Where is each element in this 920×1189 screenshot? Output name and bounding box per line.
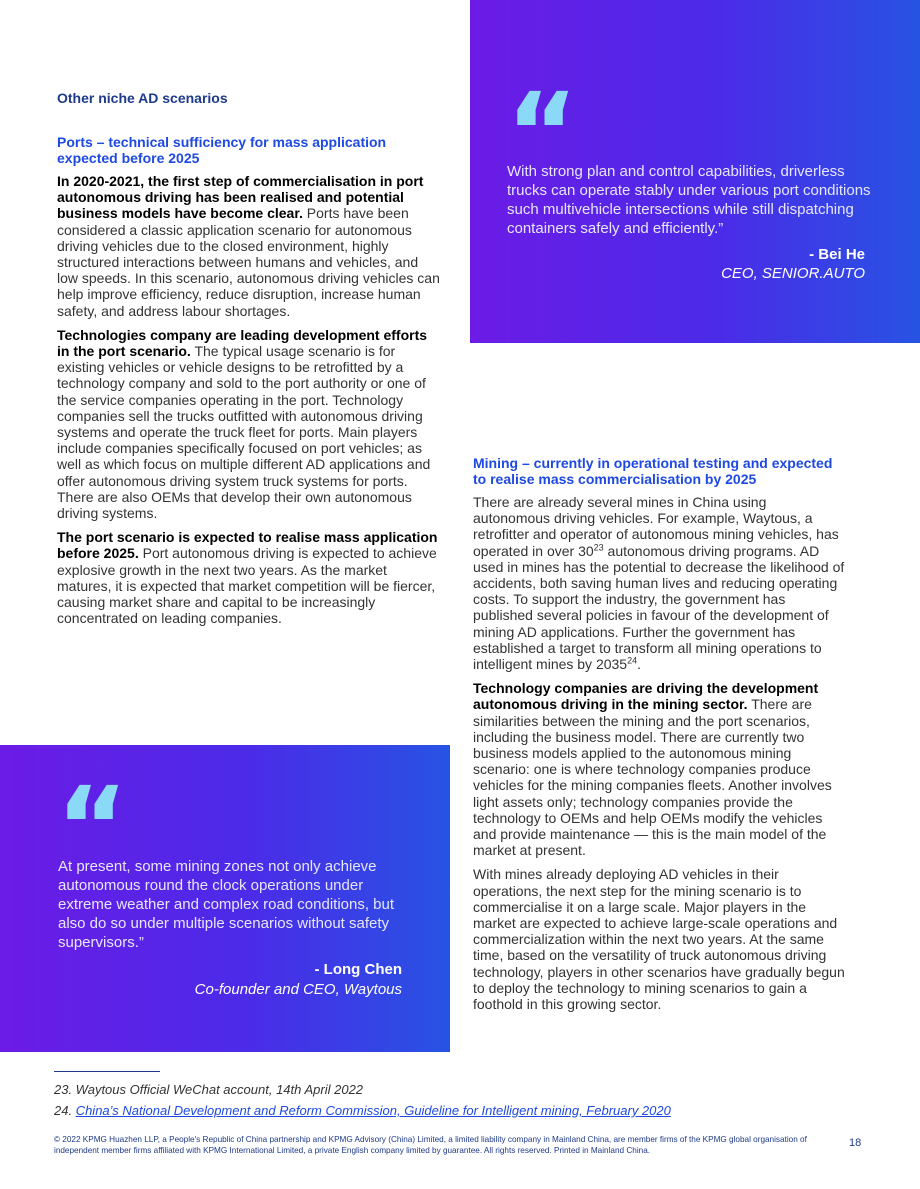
ports-paragraph-3 (57, 529, 441, 626)
mining-p1-a: There are already several mines in China using autonomous driving vehicles. For example, Waytous, a retrofitter and operator of autonomous mining vehicles, has operated in over 30 (473, 494, 839, 559)
footnote-ref-23: 23 (593, 541, 604, 552)
footnote-24-prefix: 24. (54, 1103, 76, 1118)
legal-notice: © 2022 KPMG Huazhen LLP, a People's Republic of China partnership and KPMG Advisory (China) Limited, a limited liability company in Mainland China, are member firms of the KPMG global organisation of independent member firms affiliated with KPMG International Limited, a private English company limited by guarantee. All rights reserved. Printed in Mainland China. (54, 1135, 807, 1155)
quote-mark-icon: “ (56, 763, 129, 891)
quote-bottom-author: - Long Chen (314, 961, 402, 978)
footnote-ref-24: 24 (627, 655, 638, 666)
footnote-divider (54, 1071, 160, 1072)
mining-subheading: Mining – currently in operational testing and expected to realise mass commercialisation by 2025 (473, 455, 833, 487)
ports-paragraph-1 (57, 173, 441, 319)
quote-top-text: With strong plan and control capabilities, driverless trucks can operate stably under various port conditions such multivehicle intersections while still dispatching containers safely and efficiently.” (507, 163, 871, 237)
ports-p1-text: Ports have been considered a classic application scenario for autonomous driving vehicles due to the closed environment, highly structured interactions between humans and vehicles, and low speeds. In this scenario, autonomous driving vehicles can help improve efficiency, reduce disruption, increase human safety, and address labour shortages. (57, 205, 440, 319)
mining-paragraph-3: With mines already deploying AD vehicles in their operations, the next step for the mining scenario is to commercialise it on a large scale. Major players in the market are expected to achieve large-scale operations and commercialization within the next two years. At the same time, based on the versatility of truck autonomous driving technology, players in other scenarios have gradually begun to deploy the technology to mining scenarios to gain a foothold in this growing sector. (473, 866, 845, 1013)
quote-top-author: - Bei He (809, 246, 865, 263)
mining-p1-b: autonomous driving programs. AD used in mines has the potential to decrease the likelihood of accidents, both saving human lives and reducing operating costs. To support the industry, the government has published several policies in favour of the development of mining AD applications. Further the government has established a target to transform all mining operations to intelligent mines by 2035 (473, 542, 845, 673)
mining-p2-text: There are similarities between the mining and the port scenarios, including the business model. There are currently two business models applied to the autonomous mining scenario: one is where technology companies produce vehicles for the mining companies fleets. Another involves light assets only; technology companies provide the technology to OEMs and help OEMs modify the vehicles and provide maintenance — this is the main model of the market at present. (473, 696, 832, 859)
quote-box-top (470, 0, 920, 343)
ports-p3-bold: The port scenario is expected to realise mass application before 2025. (57, 529, 438, 562)
ports-paragraph-2 (57, 327, 441, 521)
ports-p1-bold: In 2020-2021, the first step of commercialisation in port autonomous driving has been realised and potential business models have become clear. (57, 173, 424, 222)
page-number: 18 (849, 1137, 862, 1149)
quote-bottom-text: At present, some mining zones not only achieve autonomous round the clock operations under extreme weather and complex road conditions, but also do so under multiple scenarios without safety supervisors.” (58, 858, 395, 951)
mining-p1-c: . (637, 656, 642, 673)
quote-mark-icon: “ (506, 69, 579, 197)
mining-p2-bold: Technology companies are driving the development autonomous driving in the mining sector. (473, 680, 819, 713)
footnote-23: 23. Waytous Official WeChat account, 14th April 2022 (54, 1082, 364, 1097)
ports-subheading: Ports – technical sufficiency for mass application expected before 2025 (57, 134, 387, 166)
quote-top-role: CEO, SENIOR.AUTO (721, 265, 865, 282)
section-heading: Other niche AD scenarios (57, 90, 228, 106)
mining-section (473, 455, 845, 1020)
quote-box-bottom (0, 745, 450, 1052)
footnote-24-link[interactable]: China’s National Development and Reform Commission, Guideline for Intelligent mining, February 2020 (75, 1103, 671, 1118)
ports-p2-text: The typical usage scenario is for existing vehicles or vehicle designs to be retrofitted by a technology company and sold to the port authority or one of the service companies operating in the port. Technology companies sell the trucks outfitted with autonomous driving systems and operate the truck fleet for ports. Main players include companies specifically focused on port vehicles; as well as which focus on multiple different AD applications and offer autonomous driving system truck systems for ports. There are also OEMs that develop their own autonomous driving systems. (57, 343, 431, 522)
ports-p3-text: Port autonomous driving is expected to achieve explosive growth in the next two years. As the market matures, it is expected that market competition will be fiercer, causing market share and capital to be increasingly concentrated on leading companies. (57, 545, 437, 627)
quote-bottom-role: Co-founder and CEO, Waytous (194, 981, 402, 998)
mining-paragraph-2 (473, 680, 845, 858)
ports-section (57, 134, 441, 634)
mining-paragraph-1 (473, 494, 845, 672)
footnote-24 (54, 1103, 671, 1118)
ports-p2-bold: Technologies company are leading development efforts in the port scenario. (57, 326, 428, 360)
